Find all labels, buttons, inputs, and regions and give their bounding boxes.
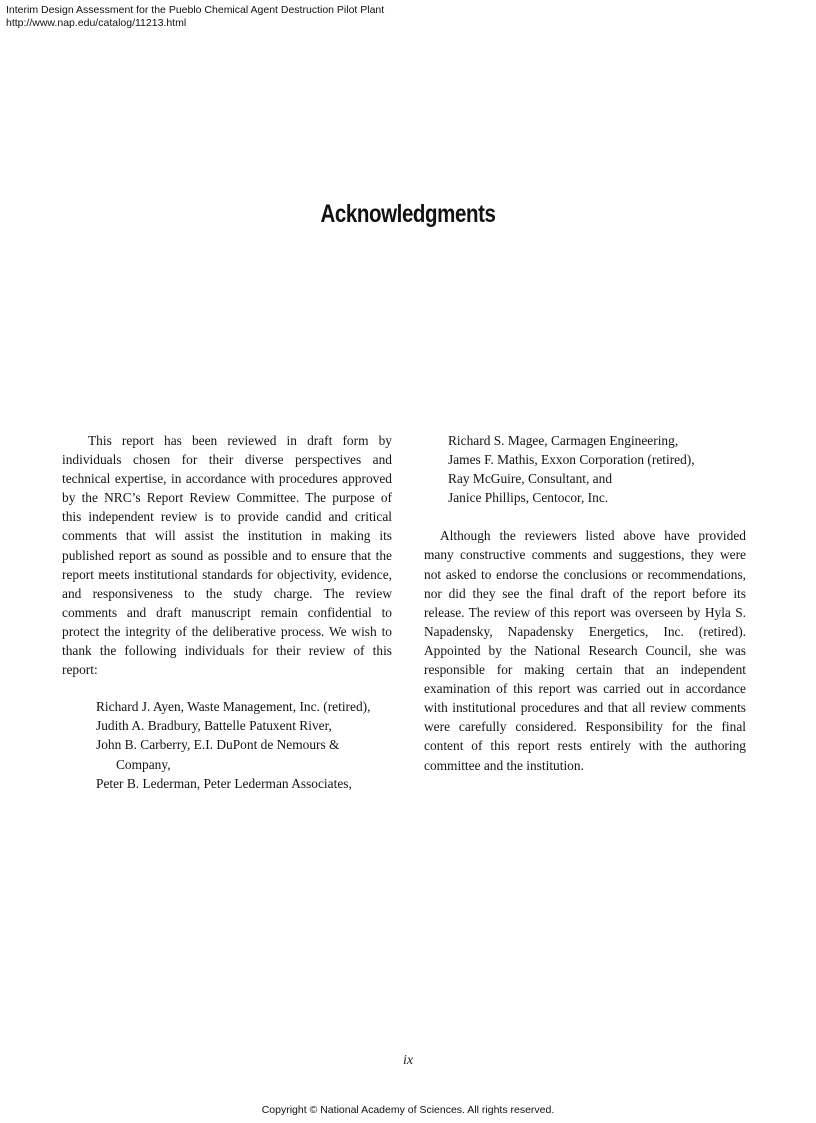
closing-paragraph: Although the reviewers listed above have provided many constructive comments and suggestions, they were not asked to endorse the conclusions or recommendations, nor did they see the final draft of the report before its release. The review of this report was overseen by Hyla S. Napadensky, Napadensky Energetics, Inc. (retired). Appointed by the National Research Council, she was responsible for making certain that an independent examination of this report was carried out in accordance with institutional procedures and that all review comments were carefully considered. Responsibility for the final content of this report rests entirely with the authoring committee and the institution. [424,528,746,773]
reviewer-item: Richard S. Magee, Carmagen Engineering, [448,433,679,448]
left-column [62,431,392,793]
reviewer-item: James F. Mathis, Exxon Corporation (retired), [448,452,695,468]
reviewer-item: Richard J. Ayen, Waste Management, Inc. (retired), [96,699,371,715]
reviewer-item: Judith A. Bradbury, Battelle Patuxent River, [96,718,332,734]
reviewer-list-right [424,431,746,507]
right-column [424,431,746,775]
intro-paragraph: This report has been reviewed in draft form by individuals chosen for their diverse perspectives and technical expertise, in accordance with procedures approved by the NRC’s Report Review Committee. The purpose of this independent review is to provide candid and critical comments that will assist the institution in making its published report as sound as possible and to ensure that the report meets institutional standards for objectivity, evidence, and responsiveness to the study charge. The review comments and draft manuscript remain confidential to protect the integrity of the deliberative process. We wish to thank the following individuals for their review of this report: [62,433,392,678]
reviewer-list-left [62,697,392,792]
reviewer-item: Janice Phillips, Centocor, Inc. [448,490,609,506]
page-number: ix [402,1053,414,1068]
reviewer-item: Peter B. Lederman, Peter Lederman Associates, [96,775,352,791]
copyright-notice: Copyright © National Academy of Sciences. All rights reserved. [261,1104,555,1116]
running-header [6,4,384,30]
report-title-line: Interim Design Assessment for the Pueblo Chemical Agent Destruction Pilot Plant [6,4,385,16]
catalog-url-link[interactable]: http://www.nap.edu/catalog/11213.html [6,17,187,29]
page-title: Acknowledgments [320,200,496,228]
reviewer-item: John B. Carberry, E.I. DuPont de Nemours & Company, [96,737,340,772]
reviewer-item: Ray McGuire, Consultant, and [448,471,613,487]
